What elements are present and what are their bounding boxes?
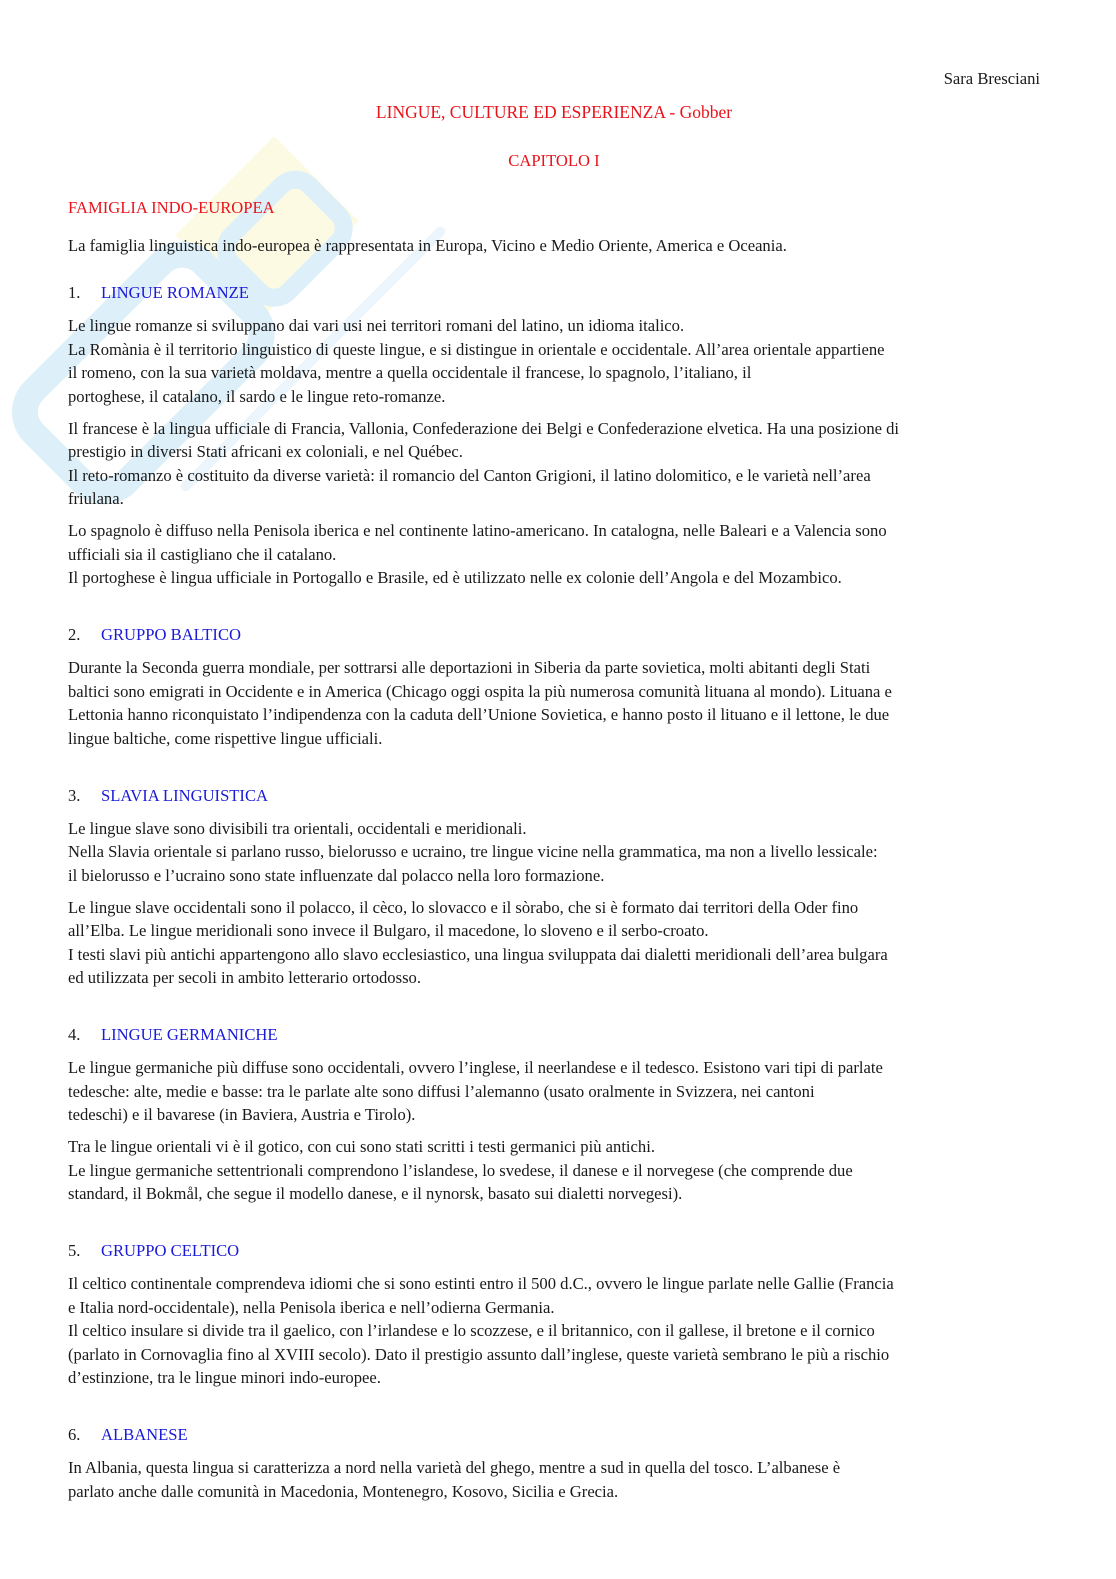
text-line: d’estinzione, tra le lingue minori indo-europee.: [68, 1368, 381, 1387]
paragraph: [68, 1056, 1040, 1127]
paragraph: [68, 1456, 1040, 1503]
text-line: lingue baltiche, come rispettive lingue ufficiali.: [68, 728, 383, 748]
family-heading: FAMIGLIA INDO-EUROPEA: [68, 198, 275, 217]
section: [68, 1423, 1040, 1503]
section-number: 5.: [68, 1241, 81, 1260]
section-title: LINGUE ROMANZE: [101, 283, 249, 302]
text-line: Tra le lingue orientali vi è il gotico, con cui sono stati scritti i testi germanici più antichi.: [68, 1137, 655, 1156]
text-line: tedesche: alte, medie e basse: tra le parlate alte sono diffusi l’alemanno (usato oralmente in Svizzera, nei cantoni: [68, 1081, 815, 1101]
section: [68, 1023, 1040, 1206]
section: [68, 623, 1040, 750]
paragraph: [68, 896, 1040, 990]
text-line: Nella Slavia orientale si parlano russo, bielorusso e ucraino, tre lingue vicine nella grammatica, ma non a livello lessicale:: [68, 842, 878, 861]
section: [68, 281, 1040, 590]
paragraph: [68, 1135, 1040, 1206]
section-heading: [68, 784, 1040, 808]
author-name: Sara Bresciani: [943, 69, 1040, 88]
text-line: In Albania, questa lingua si caratterizza a nord nella varietà del ghego, mentre a sud in quella del tosco. L’albanese è: [68, 1458, 841, 1477]
text-line: Durante la Seconda guerra mondiale, per sottrarsi alle deportazioni in Siberia da parte sovietica, molti abitanti degli Stati: [68, 658, 871, 677]
text-line: Lo spagnolo è diffuso nella Penisola iberica e nel continente latino-americano. In catalogna, nelle Baleari e a Valencia sono: [68, 521, 887, 540]
section-number: 1.: [68, 283, 81, 302]
section-heading: [68, 281, 1040, 305]
section-title: LINGUE GERMANICHE: [101, 1025, 278, 1044]
text-line: La Romània è il territorio linguistico di queste lingue, e si distingue in orientale e occidentale. All’area orientale appartiene: [68, 339, 885, 359]
document-title: LINGUE, CULTURE ED ESPERIENZA - Gobber: [375, 102, 733, 122]
text-line: Il celtico continentale comprendeva idiomi che si sono estinti entro il 500 d.C., ovvero le lingue parlate nelle Gallie (Francia: [68, 1274, 894, 1293]
section: [68, 784, 1040, 990]
section-number: 4.: [68, 1025, 81, 1044]
text-line: parlato anche dalle comunità in Macedonia, Montenegro, Kosovo, Sicilia e Grecia.: [68, 1481, 619, 1501]
text-line: il romeno, con la sua varietà moldava, mentre a quella occidentale il francese, lo spagnolo, l’italiano, il: [68, 363, 752, 382]
section-number: 6.: [68, 1425, 81, 1444]
paragraph: [68, 417, 1040, 511]
paragraph: [68, 817, 1040, 888]
section-title: GRUPPO CELTICO: [101, 1241, 240, 1260]
text-line: all’Elba. Le lingue meridionali sono invece il Bulgaro, il macedone, lo sloveno e il serbo-croato.: [68, 921, 709, 940]
section-heading: [68, 1023, 1040, 1047]
text-line: Il celtico insulare si divide tra il gaelico, con l’irlandese e lo scozzese, e il britannico, con il gallese, il bretone e il cornico: [68, 1321, 875, 1340]
section-number: 2.: [68, 625, 81, 644]
text-line: tedeschi) e il bavarese (in Baviera, Austria e Tirolo).: [68, 1105, 416, 1124]
text-line: standard, il Bokmål, che segue il modello danese, e il nynorsk, basato sui dialetti norvegesi).: [68, 1184, 683, 1203]
text-line: I testi slavi più antichi appartengono allo slavo ecclesiastico, una lingua sviluppata dai dialetti meridionali dell’area bulgara: [68, 944, 888, 964]
section-heading: [68, 623, 1040, 647]
text-line: baltici sono emigrati in Occidente e in America (Chicago oggi ospita la più numerosa comunità lituana al mondo). Lituana e: [68, 681, 892, 701]
text-line: friulana.: [68, 489, 124, 508]
text-line: il bielorusso e l’ucraino sono state influenzate dal polacco nella loro formazione.: [68, 865, 605, 885]
text-line: Il reto-romanzo è costituito da diverse varietà: il romancio del Canton Grigioni, il latino dolomitico, e le varietà nell’area: [68, 465, 871, 485]
text-line: Le lingue germaniche settentrionali comprendono l’islandese, lo svedese, il danese e il norvegese (che comprende due: [68, 1160, 853, 1180]
text-line: ufficiali sia il castigliano che il catalano.: [68, 544, 337, 564]
text-line: portoghese, il catalano, il sardo e le lingue reto-romanze.: [68, 386, 446, 406]
text-line: Le lingue slave occidentali sono il polacco, il cèco, lo slovacco e il sòrabo, che si è formato dai territori della Oder fino: [68, 897, 859, 917]
text-line: e Italia nord-occidentale), nella Penisola iberica e nell’odierna Germania.: [68, 1297, 555, 1317]
section-title: GRUPPO BALTICO: [101, 625, 242, 644]
text-line: Il francese è la lingua ufficiale di Francia, Vallonia, Confederazione dei Belgi e Confederazione elvetica. Ha una posizione di: [68, 418, 900, 438]
text-line: Le lingue germaniche più diffuse sono occidentali, ovvero l’inglese, il neerlandese e il tedesco. Esistono vari tipi di parlate: [68, 1058, 883, 1077]
text-line: Le lingue romanze si sviluppano dai vari usi nei territori romani del latino, un idioma italico.: [68, 316, 685, 335]
text-line: ed utilizzata per secoli in ambito letterario ortodosso.: [68, 968, 421, 987]
paragraph: [68, 656, 1040, 750]
text-line: Le lingue slave sono divisibili tra orientali, occidentali e meridionali.: [68, 818, 527, 838]
intro-paragraph: La famiglia linguistica indo-europea è rappresentata in Europa, Vicino e Medio Oriente, America e Oceania.: [68, 236, 787, 255]
section-number: 3.: [68, 785, 81, 805]
section: [68, 1239, 1040, 1390]
section-title: SLAVIA LINGUISTICA: [101, 785, 269, 805]
text-line: (parlato in Cornovaglia fino al XVIII secolo). Dato il prestigio assunto dall’inglese, queste varietà sembrano le più a rischio: [68, 1344, 890, 1364]
text-line: Lettonia hanno riconquistato l’indipendenza con la caduta dell’Unione Sovietica, e hanno posto il lituano e il lettone, le due: [68, 705, 890, 724]
section-heading: [68, 1423, 1040, 1447]
chapter-heading: CAPITOLO I: [508, 151, 600, 170]
paragraph: [68, 314, 1040, 408]
section-title: ALBANESE: [101, 1425, 188, 1444]
paragraph: [68, 519, 1040, 590]
text-line: prestigio in diversi Stati africani ex coloniali, e nel Québec.: [68, 442, 463, 461]
paragraph: [68, 1272, 1040, 1390]
text-line: Il portoghese è lingua ufficiale in Portogallo e Brasile, ed è utilizzato nelle ex colonie dell’Angola e del Mozambico.: [68, 568, 842, 587]
sections-container: [68, 281, 1040, 1503]
section-heading: [68, 1239, 1040, 1263]
